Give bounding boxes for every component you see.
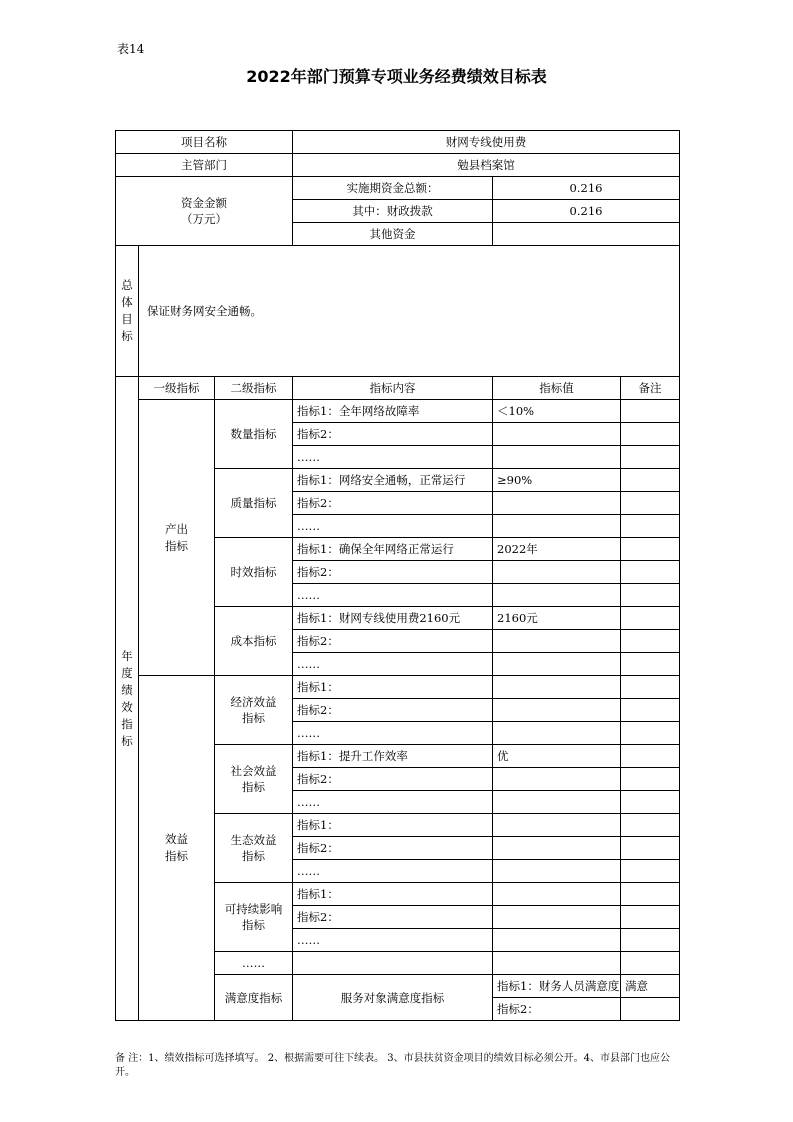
indicator-remark bbox=[621, 400, 680, 423]
indicator-value bbox=[493, 446, 621, 469]
indicator-content: 指标2： bbox=[293, 906, 493, 929]
quantity-indicator-label: 数量指标 bbox=[215, 400, 293, 469]
indicator-remark bbox=[621, 584, 680, 607]
table-row bbox=[116, 676, 680, 699]
indicator-value: ≥90% bbox=[493, 469, 621, 492]
indicator-remark bbox=[621, 952, 680, 975]
indicator-value bbox=[493, 492, 621, 515]
indicator-value bbox=[493, 952, 621, 975]
indicator-content: …… bbox=[293, 860, 493, 883]
benefit-indicator-label: 效益指标 bbox=[139, 676, 215, 1021]
indicator-value: 满意 bbox=[621, 975, 680, 998]
indicator-value: ＜10% bbox=[493, 400, 621, 423]
indicator-content: …… bbox=[293, 653, 493, 676]
indicator-value bbox=[493, 860, 621, 883]
performance-target-table bbox=[115, 130, 680, 1021]
indicator-content: 指标1： bbox=[293, 883, 493, 906]
satisfaction-indicator-label: 满意度指标 bbox=[215, 975, 293, 1021]
indicator-remark bbox=[621, 722, 680, 745]
indicator-content: 指标2： bbox=[293, 423, 493, 446]
service-satisfaction-label: 服务对象满意度指标 bbox=[293, 975, 493, 1021]
indicator-header-row bbox=[116, 377, 680, 400]
sustainable-impact-label: 可持续影响指标 bbox=[215, 883, 293, 952]
overall-goal-label: 总体目标 bbox=[116, 246, 139, 377]
funds-other-value bbox=[493, 223, 680, 246]
col-header-content: 指标内容 bbox=[293, 377, 493, 400]
department-value: 勉县档案馆 bbox=[293, 154, 680, 177]
funds-total-value: 0.216 bbox=[493, 177, 680, 200]
indicator-remark bbox=[621, 676, 680, 699]
indicator-remark bbox=[621, 653, 680, 676]
indicator-remark bbox=[621, 538, 680, 561]
benefit-more-label: …… bbox=[215, 952, 293, 975]
funds-fiscal-value: 0.216 bbox=[493, 200, 680, 223]
indicator-remark bbox=[621, 837, 680, 860]
timeliness-indicator-label: 时效指标 bbox=[215, 538, 293, 607]
project-name-label: 项目名称 bbox=[116, 131, 293, 154]
indicator-content: …… bbox=[293, 722, 493, 745]
cost-indicator-label: 成本指标 bbox=[215, 607, 293, 676]
indicator-value bbox=[493, 814, 621, 837]
indicator-value bbox=[493, 791, 621, 814]
indicator-content: 指标1： bbox=[293, 676, 493, 699]
project-name-row bbox=[116, 131, 680, 154]
indicator-remark bbox=[621, 492, 680, 515]
funds-total-row bbox=[116, 177, 680, 200]
indicator-remark bbox=[621, 906, 680, 929]
indicator-content: …… bbox=[293, 446, 493, 469]
output-indicator-label: 产出指标 bbox=[139, 400, 215, 676]
indicator-remark bbox=[621, 423, 680, 446]
col-header-value: 指标值 bbox=[493, 377, 621, 400]
footnote: 备 注：1、绩效指标可选择填写。 2、根据需要可往下续表。 3、市县扶贫资金项目的绩效目标必须公开。4、市县部门也应公开。 bbox=[115, 1053, 670, 1078]
indicator-value bbox=[621, 998, 680, 1021]
indicator-remark bbox=[621, 515, 680, 538]
indicator-remark bbox=[621, 791, 680, 814]
indicator-content: …… bbox=[293, 584, 493, 607]
indicator-content: 指标2： bbox=[293, 561, 493, 584]
table-row bbox=[116, 400, 680, 423]
indicator-content: 指标1：确保全年网络正常运行 bbox=[293, 538, 493, 561]
indicator-content: 指标2： bbox=[293, 837, 493, 860]
indicator-content: 指标1：全年网络故障率 bbox=[293, 400, 493, 423]
indicator-value bbox=[493, 929, 621, 952]
col-header-level2: 二级指标 bbox=[215, 377, 293, 400]
indicator-value bbox=[493, 630, 621, 653]
indicator-content bbox=[293, 952, 493, 975]
indicator-value bbox=[493, 837, 621, 860]
funds-total-label: 实施期资金总额： bbox=[293, 177, 493, 200]
funds-other-label: 其他资金 bbox=[293, 223, 493, 246]
indicator-value bbox=[493, 653, 621, 676]
indicator-content: 指标1：财网专线使用费2160元 bbox=[293, 607, 493, 630]
funds-fiscal-label: 其中：财政拨款 bbox=[293, 200, 493, 223]
quality-indicator-label: 质量指标 bbox=[215, 469, 293, 538]
department-label: 主管部门 bbox=[116, 154, 293, 177]
indicator-value bbox=[493, 584, 621, 607]
page-title: 2022年部门预算专项业务经费绩效目标表 bbox=[246, 67, 547, 86]
overall-goal-text: 保证财务网安全通畅。 bbox=[139, 246, 680, 377]
indicator-content: …… bbox=[293, 929, 493, 952]
social-benefit-label: 社会效益指标 bbox=[215, 745, 293, 814]
indicator-content: 指标1：财务人员满意度 bbox=[493, 975, 621, 998]
indicator-remark bbox=[621, 745, 680, 768]
indicator-content: 指标1：提升工作效率 bbox=[293, 745, 493, 768]
indicator-remark bbox=[621, 883, 680, 906]
funds-label: 资金金额 （万元） bbox=[116, 177, 293, 246]
department-row bbox=[116, 154, 680, 177]
indicator-value bbox=[493, 722, 621, 745]
indicator-content: 指标1： bbox=[293, 814, 493, 837]
indicator-value bbox=[493, 676, 621, 699]
indicator-remark bbox=[621, 814, 680, 837]
indicator-value: 2160元 bbox=[493, 607, 621, 630]
indicator-remark bbox=[621, 630, 680, 653]
indicator-remark bbox=[621, 768, 680, 791]
indicator-remark bbox=[621, 607, 680, 630]
indicator-value bbox=[493, 561, 621, 584]
indicator-remark bbox=[621, 446, 680, 469]
table-number: 表14 bbox=[117, 42, 145, 56]
col-header-level1: 一级指标 bbox=[139, 377, 215, 400]
indicator-remark bbox=[621, 561, 680, 584]
project-name-value: 财网专线使用费 bbox=[293, 131, 680, 154]
indicator-content: 指标1：网络安全通畅，正常运行 bbox=[293, 469, 493, 492]
indicator-content: 指标2： bbox=[293, 630, 493, 653]
indicator-value: 2022年 bbox=[493, 538, 621, 561]
annual-indicator-label: 年度绩效指标 bbox=[116, 377, 139, 1021]
indicator-value bbox=[493, 906, 621, 929]
indicator-value bbox=[493, 699, 621, 722]
indicator-value bbox=[493, 515, 621, 538]
col-header-remark: 备注 bbox=[621, 377, 680, 400]
indicator-remark bbox=[621, 860, 680, 883]
indicator-value: 优 bbox=[493, 745, 621, 768]
indicator-content: …… bbox=[293, 515, 493, 538]
indicator-remark bbox=[621, 699, 680, 722]
economic-benefit-label: 经济效益指标 bbox=[215, 676, 293, 745]
indicator-content: 指标2： bbox=[493, 998, 621, 1021]
indicator-remark bbox=[621, 469, 680, 492]
indicator-remark bbox=[621, 929, 680, 952]
indicator-value bbox=[493, 883, 621, 906]
indicator-content: 指标2： bbox=[293, 699, 493, 722]
indicator-content: …… bbox=[293, 791, 493, 814]
overall-goal-row bbox=[116, 246, 680, 377]
indicator-content: 指标2： bbox=[293, 768, 493, 791]
indicator-value bbox=[493, 423, 621, 446]
ecological-benefit-label: 生态效益指标 bbox=[215, 814, 293, 883]
indicator-content: 指标2： bbox=[293, 492, 493, 515]
indicator-value bbox=[493, 768, 621, 791]
